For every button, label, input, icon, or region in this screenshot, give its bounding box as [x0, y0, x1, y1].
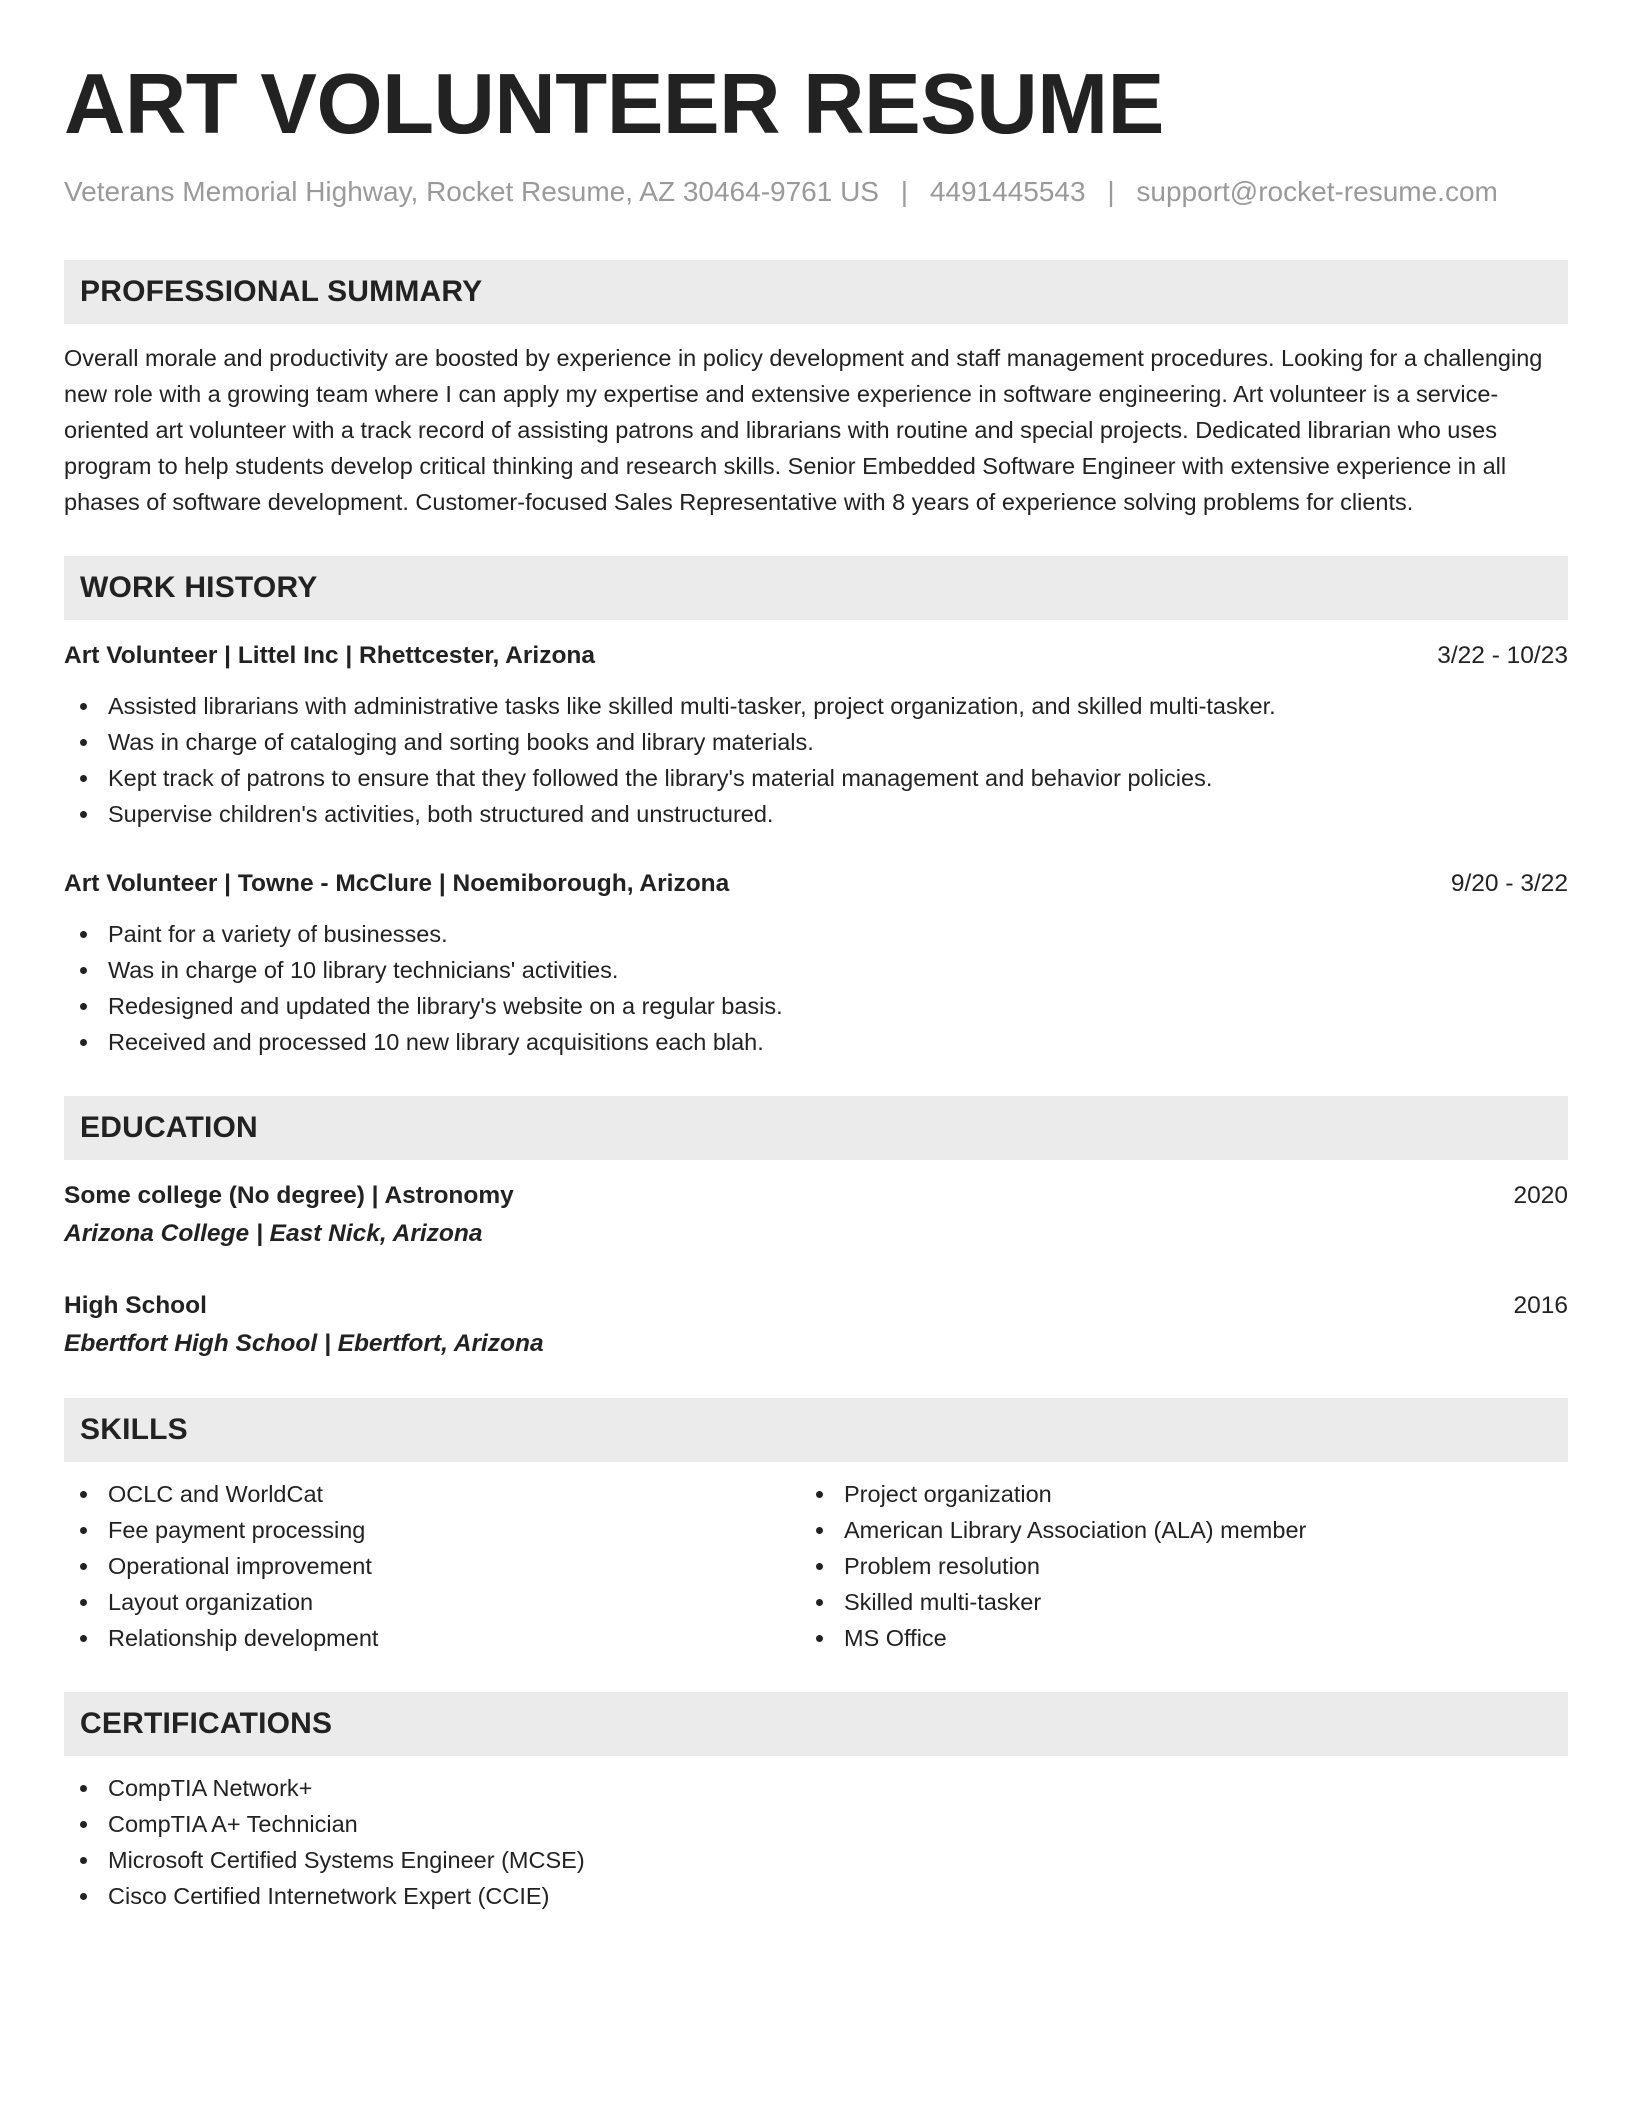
- skills-grid: [64, 1476, 1568, 1656]
- section-header-summary: PROFESSIONAL SUMMARY: [64, 260, 1568, 324]
- job-entry: [64, 638, 1568, 832]
- education-degree: Some college (No degree) | Astronomy: [64, 1182, 514, 1209]
- job-bullets: [64, 688, 1568, 832]
- job-bullet: Was in charge of cataloging and sorting books and library materials.: [64, 724, 1568, 760]
- job-dates: 3/22 - 10/23: [1437, 642, 1568, 669]
- job-entry: [64, 866, 1568, 1060]
- education-degree: High School: [64, 1292, 207, 1319]
- certification-item: Cisco Certified Internetwork Expert (CCIE): [64, 1878, 1568, 1914]
- education-header: [64, 1178, 1568, 1214]
- education-school: Ebertfort High School | Ebertfort, Arizona: [64, 1330, 544, 1357]
- job-dates: 9/20 - 3/22: [1450, 870, 1568, 897]
- section-header-skills: SKILLS: [64, 1398, 1568, 1462]
- job-bullet: Assisted librarians with administrative tasks like skilled multi-tasker, project organization, and skilled multi-tasker.: [64, 688, 1568, 724]
- skill-item: OCLC and WorldCat: [64, 1476, 800, 1512]
- contact-separator: |: [1107, 176, 1115, 207]
- summary-text: Overall morale and productivity are boosted by experience in policy development and staff management procedures. Looking for a challenging new role with a growing team where I can apply my expertise and extensive experience in software engineering. Art volunteer is a service-oriented art volunteer with a track record of assisting patrons and librarians with routine and special projects. Dedicated librarian who uses program to help students develop critical thinking and research skills. Senior Embedded Software Engineer with extensive experience in all phases of software development. Customer-focused Sales Representative with 8 years of experience solving problems for clients.: [64, 345, 1543, 515]
- job-bullet: Paint for a variety of businesses.: [64, 916, 1568, 952]
- contact-line: [64, 174, 1568, 210]
- job-bullet: Redesigned and updated the library's website on a regular basis.: [64, 988, 1568, 1024]
- education-year: 2020: [1513, 1182, 1568, 1209]
- certification-item: Microsoft Certified Systems Engineer (MCSE): [64, 1842, 1568, 1878]
- skill-item: Layout organization: [64, 1584, 800, 1620]
- job-title: Art Volunteer | Towne - McClure | Noemiborough, Arizona: [64, 870, 730, 897]
- job-header: [64, 866, 1568, 902]
- skills-column-left: [64, 1476, 800, 1656]
- job-bullet: Kept track of patrons to ensure that they followed the library's material management and behavior policies.: [64, 760, 1568, 796]
- skill-item: Operational improvement: [64, 1548, 800, 1584]
- job-bullet: Supervise children's activities, both structured and unstructured.: [64, 796, 1568, 832]
- education-school: Arizona College | East Nick, Arizona: [64, 1220, 483, 1247]
- resume-title: ART VOLUNTEER RESUME: [64, 57, 1164, 152]
- contact-phone: 4491445543: [929, 176, 1086, 207]
- education-header: [64, 1288, 1568, 1324]
- job-bullets: [64, 916, 1568, 1060]
- job-header: [64, 638, 1568, 674]
- skills-column-right: [800, 1476, 1536, 1656]
- skill-item: Skilled multi-tasker: [800, 1584, 1536, 1620]
- skill-item: Fee payment processing: [64, 1512, 800, 1548]
- certification-item: CompTIA A+ Technician: [64, 1806, 1568, 1842]
- skill-item: MS Office: [800, 1620, 1536, 1656]
- contact-email: support@rocket-resume.com: [1136, 176, 1498, 207]
- job-bullet: Received and processed 10 new library acquisitions each blah.: [64, 1024, 1568, 1060]
- job-bullet: Was in charge of 10 library technicians' activities.: [64, 952, 1568, 988]
- skill-item: Project organization: [800, 1476, 1536, 1512]
- section-header-work-history: WORK HISTORY: [64, 556, 1568, 620]
- section-header-education: EDUCATION: [64, 1096, 1568, 1160]
- contact-separator: |: [900, 176, 909, 207]
- education-year: 2016: [1513, 1292, 1568, 1319]
- skill-item: Relationship development: [64, 1620, 800, 1656]
- job-title: Art Volunteer | Littel Inc | Rhettcester, Arizona: [64, 642, 596, 669]
- certifications-list: [64, 1770, 1568, 1914]
- education-entry: [64, 1178, 1568, 1252]
- education-entry: [64, 1288, 1568, 1362]
- skill-item: American Library Association (ALA) member: [800, 1512, 1536, 1548]
- skill-item: Problem resolution: [800, 1548, 1536, 1584]
- contact-address: Veterans Memorial Highway, Rocket Resume, AZ 30464-9761 US: [64, 176, 879, 207]
- certification-item: CompTIA Network+: [64, 1770, 1568, 1806]
- section-header-certifications: CERTIFICATIONS: [64, 1692, 1568, 1756]
